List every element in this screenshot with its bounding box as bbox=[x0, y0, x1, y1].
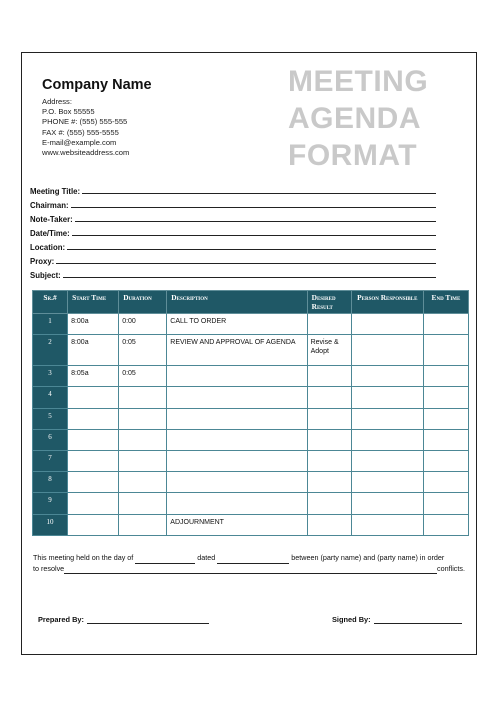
cell-start-time[interactable] bbox=[68, 408, 119, 429]
cell-description[interactable]: REVIEW AND APPROVAL OF AGENDA bbox=[167, 335, 307, 366]
row-number: 2 bbox=[33, 335, 68, 366]
cell-description[interactable] bbox=[167, 387, 307, 408]
cell-person-responsible[interactable] bbox=[351, 387, 423, 408]
cell-person-responsible[interactable] bbox=[351, 408, 423, 429]
row-number: 5 bbox=[33, 408, 68, 429]
field-label: Subject: bbox=[30, 271, 61, 280]
title-line: AGENDA bbox=[288, 102, 422, 135]
field-note-taker[interactable] bbox=[30, 210, 436, 224]
field-label: Note-Taker: bbox=[30, 215, 73, 224]
cell-start-time[interactable]: 8:05a bbox=[68, 366, 119, 387]
field-line[interactable] bbox=[82, 193, 436, 194]
cell-description[interactable] bbox=[167, 493, 307, 514]
address-line: P.O. Box 55555 bbox=[42, 107, 95, 117]
field-location[interactable] bbox=[30, 238, 436, 252]
blank-conflict[interactable] bbox=[64, 565, 437, 574]
title-line: MEETING bbox=[288, 65, 429, 98]
statement-line bbox=[33, 564, 465, 575]
table-row bbox=[33, 408, 469, 429]
cell-description[interactable] bbox=[167, 450, 307, 471]
column-header: End Time bbox=[423, 291, 468, 314]
field-label: Chairman: bbox=[30, 201, 69, 210]
cell-duration[interactable]: 0:00 bbox=[119, 314, 167, 335]
cell-desired-result[interactable] bbox=[307, 450, 351, 471]
field-meeting-title[interactable] bbox=[30, 182, 436, 196]
title-line: FORMAT bbox=[288, 139, 418, 172]
table-row bbox=[33, 387, 469, 408]
cell-person-responsible[interactable] bbox=[351, 450, 423, 471]
row-number: 1 bbox=[33, 314, 68, 335]
column-header: Sr.# bbox=[33, 291, 68, 314]
agenda-table bbox=[32, 290, 469, 536]
cell-start-time[interactable] bbox=[68, 472, 119, 493]
cell-description[interactable] bbox=[167, 366, 307, 387]
cell-end-time[interactable] bbox=[423, 387, 468, 408]
statement-line bbox=[33, 553, 465, 564]
cell-desired-result[interactable] bbox=[307, 366, 351, 387]
cell-start-time[interactable]: 8:00a bbox=[68, 335, 119, 366]
row-number: 6 bbox=[33, 429, 68, 450]
cell-end-time[interactable] bbox=[423, 450, 468, 471]
cell-description[interactable]: CALL TO ORDER bbox=[167, 314, 307, 335]
cell-desired-result[interactable] bbox=[307, 493, 351, 514]
field-line[interactable] bbox=[56, 263, 436, 264]
cell-duration[interactable] bbox=[119, 514, 167, 535]
signed-by-line[interactable] bbox=[374, 615, 462, 624]
cell-desired-result[interactable] bbox=[307, 387, 351, 408]
company-info bbox=[42, 77, 152, 158]
cell-end-time[interactable] bbox=[423, 366, 468, 387]
column-header: Desired Result bbox=[307, 291, 351, 314]
cell-duration[interactable]: 0:05 bbox=[119, 335, 167, 366]
field-line[interactable] bbox=[67, 249, 436, 250]
cell-person-responsible[interactable] bbox=[351, 429, 423, 450]
document-title bbox=[288, 63, 448, 174]
field-label: Meeting Title: bbox=[30, 187, 81, 196]
prepared-by[interactable] bbox=[38, 615, 209, 624]
address-line: E-mail@example.com bbox=[42, 137, 117, 147]
row-number: 7 bbox=[33, 450, 68, 471]
field-proxy[interactable] bbox=[30, 252, 436, 266]
cell-duration[interactable] bbox=[119, 429, 167, 450]
cell-start-time[interactable] bbox=[68, 514, 119, 535]
address-line: PHONE #: (555) 555-555 bbox=[42, 117, 128, 127]
cell-person-responsible[interactable] bbox=[351, 335, 423, 366]
meeting-fields bbox=[30, 182, 436, 280]
row-number: 10 bbox=[33, 514, 68, 535]
table-row bbox=[33, 366, 469, 387]
statement-text: dated bbox=[197, 553, 216, 562]
agenda-form bbox=[21, 52, 477, 655]
cell-start-time[interactable] bbox=[68, 450, 119, 471]
cell-end-time[interactable] bbox=[423, 514, 468, 535]
cell-desired-result[interactable] bbox=[307, 472, 351, 493]
table-header-row bbox=[33, 291, 469, 314]
cell-desired-result[interactable]: Revise & Adopt bbox=[307, 335, 351, 366]
row-number: 8 bbox=[33, 472, 68, 493]
cell-start-time[interactable] bbox=[68, 429, 119, 450]
blank-date[interactable] bbox=[217, 555, 289, 564]
table-row bbox=[33, 493, 469, 514]
cell-end-time[interactable] bbox=[423, 314, 468, 335]
cell-description[interactable] bbox=[167, 408, 307, 429]
field-label: Date/Time: bbox=[30, 229, 70, 238]
cell-start-time[interactable] bbox=[68, 387, 119, 408]
cell-description[interactable] bbox=[167, 429, 307, 450]
row-number: 3 bbox=[33, 366, 68, 387]
cell-end-time[interactable] bbox=[423, 408, 468, 429]
address-line: Address: bbox=[42, 97, 72, 106]
cell-duration[interactable]: 0:05 bbox=[119, 366, 167, 387]
company-name: Company Name bbox=[42, 77, 152, 93]
cell-description[interactable] bbox=[167, 472, 307, 493]
cell-duration[interactable] bbox=[119, 472, 167, 493]
cell-description[interactable]: ADJOURNMENT bbox=[167, 514, 307, 535]
cell-duration[interactable] bbox=[119, 408, 167, 429]
field-label: Location: bbox=[30, 243, 66, 252]
field-line[interactable] bbox=[72, 235, 436, 236]
address-line: FAX #: (555) 555-5555 bbox=[42, 127, 119, 137]
column-header: Start Time bbox=[68, 291, 119, 314]
cell-end-time[interactable] bbox=[423, 472, 468, 493]
cell-end-time[interactable] bbox=[423, 429, 468, 450]
column-header: Duration bbox=[119, 291, 167, 314]
cell-duration[interactable] bbox=[119, 387, 167, 408]
field-chairman[interactable] bbox=[30, 196, 436, 210]
cell-person-responsible[interactable] bbox=[351, 472, 423, 493]
cell-desired-result[interactable] bbox=[307, 314, 351, 335]
signed-by-label: Signed By: bbox=[332, 615, 371, 624]
table-row bbox=[33, 472, 469, 493]
table-row bbox=[33, 450, 469, 471]
field-line[interactable] bbox=[63, 277, 436, 278]
field-subject[interactable] bbox=[30, 266, 436, 280]
cell-person-responsible[interactable] bbox=[351, 493, 423, 514]
cell-desired-result[interactable] bbox=[307, 514, 351, 535]
cell-end-time[interactable] bbox=[423, 493, 468, 514]
cell-start-time[interactable] bbox=[68, 493, 119, 514]
cell-start-time[interactable]: 8:00a bbox=[68, 314, 119, 335]
field-label: Proxy: bbox=[30, 257, 55, 266]
cell-duration[interactable] bbox=[119, 450, 167, 471]
cell-person-responsible[interactable] bbox=[351, 514, 423, 535]
statement-text: conflicts. bbox=[437, 563, 465, 573]
blank-day[interactable] bbox=[135, 555, 195, 564]
prepared-by-line[interactable] bbox=[87, 615, 209, 624]
cell-duration[interactable] bbox=[119, 493, 167, 514]
cell-desired-result[interactable] bbox=[307, 429, 351, 450]
field-line[interactable] bbox=[75, 221, 436, 222]
prepared-by-label: Prepared By: bbox=[38, 615, 85, 624]
field-date-time[interactable] bbox=[30, 224, 436, 238]
table-row bbox=[33, 335, 469, 366]
cell-person-responsible[interactable] bbox=[351, 366, 423, 387]
row-number: 4 bbox=[33, 387, 68, 408]
cell-person-responsible[interactable] bbox=[351, 314, 423, 335]
statement-text: to resolve bbox=[33, 563, 65, 573]
address-line: www.websiteaddress.com bbox=[42, 148, 130, 158]
column-header: Description bbox=[167, 291, 307, 314]
cell-desired-result[interactable] bbox=[307, 408, 351, 429]
statement-text: between (party name) and (party name) in order bbox=[291, 553, 445, 562]
meeting-statement bbox=[33, 553, 465, 574]
table-row bbox=[33, 514, 469, 535]
statement-text: This meeting held on the day of bbox=[33, 553, 134, 562]
cell-end-time[interactable] bbox=[423, 335, 468, 366]
table-row bbox=[33, 429, 469, 450]
row-number: 9 bbox=[33, 493, 68, 514]
table-row bbox=[33, 314, 469, 335]
column-header: Person Responsible bbox=[351, 291, 423, 314]
signed-by[interactable] bbox=[332, 615, 462, 624]
field-line[interactable] bbox=[71, 207, 436, 208]
